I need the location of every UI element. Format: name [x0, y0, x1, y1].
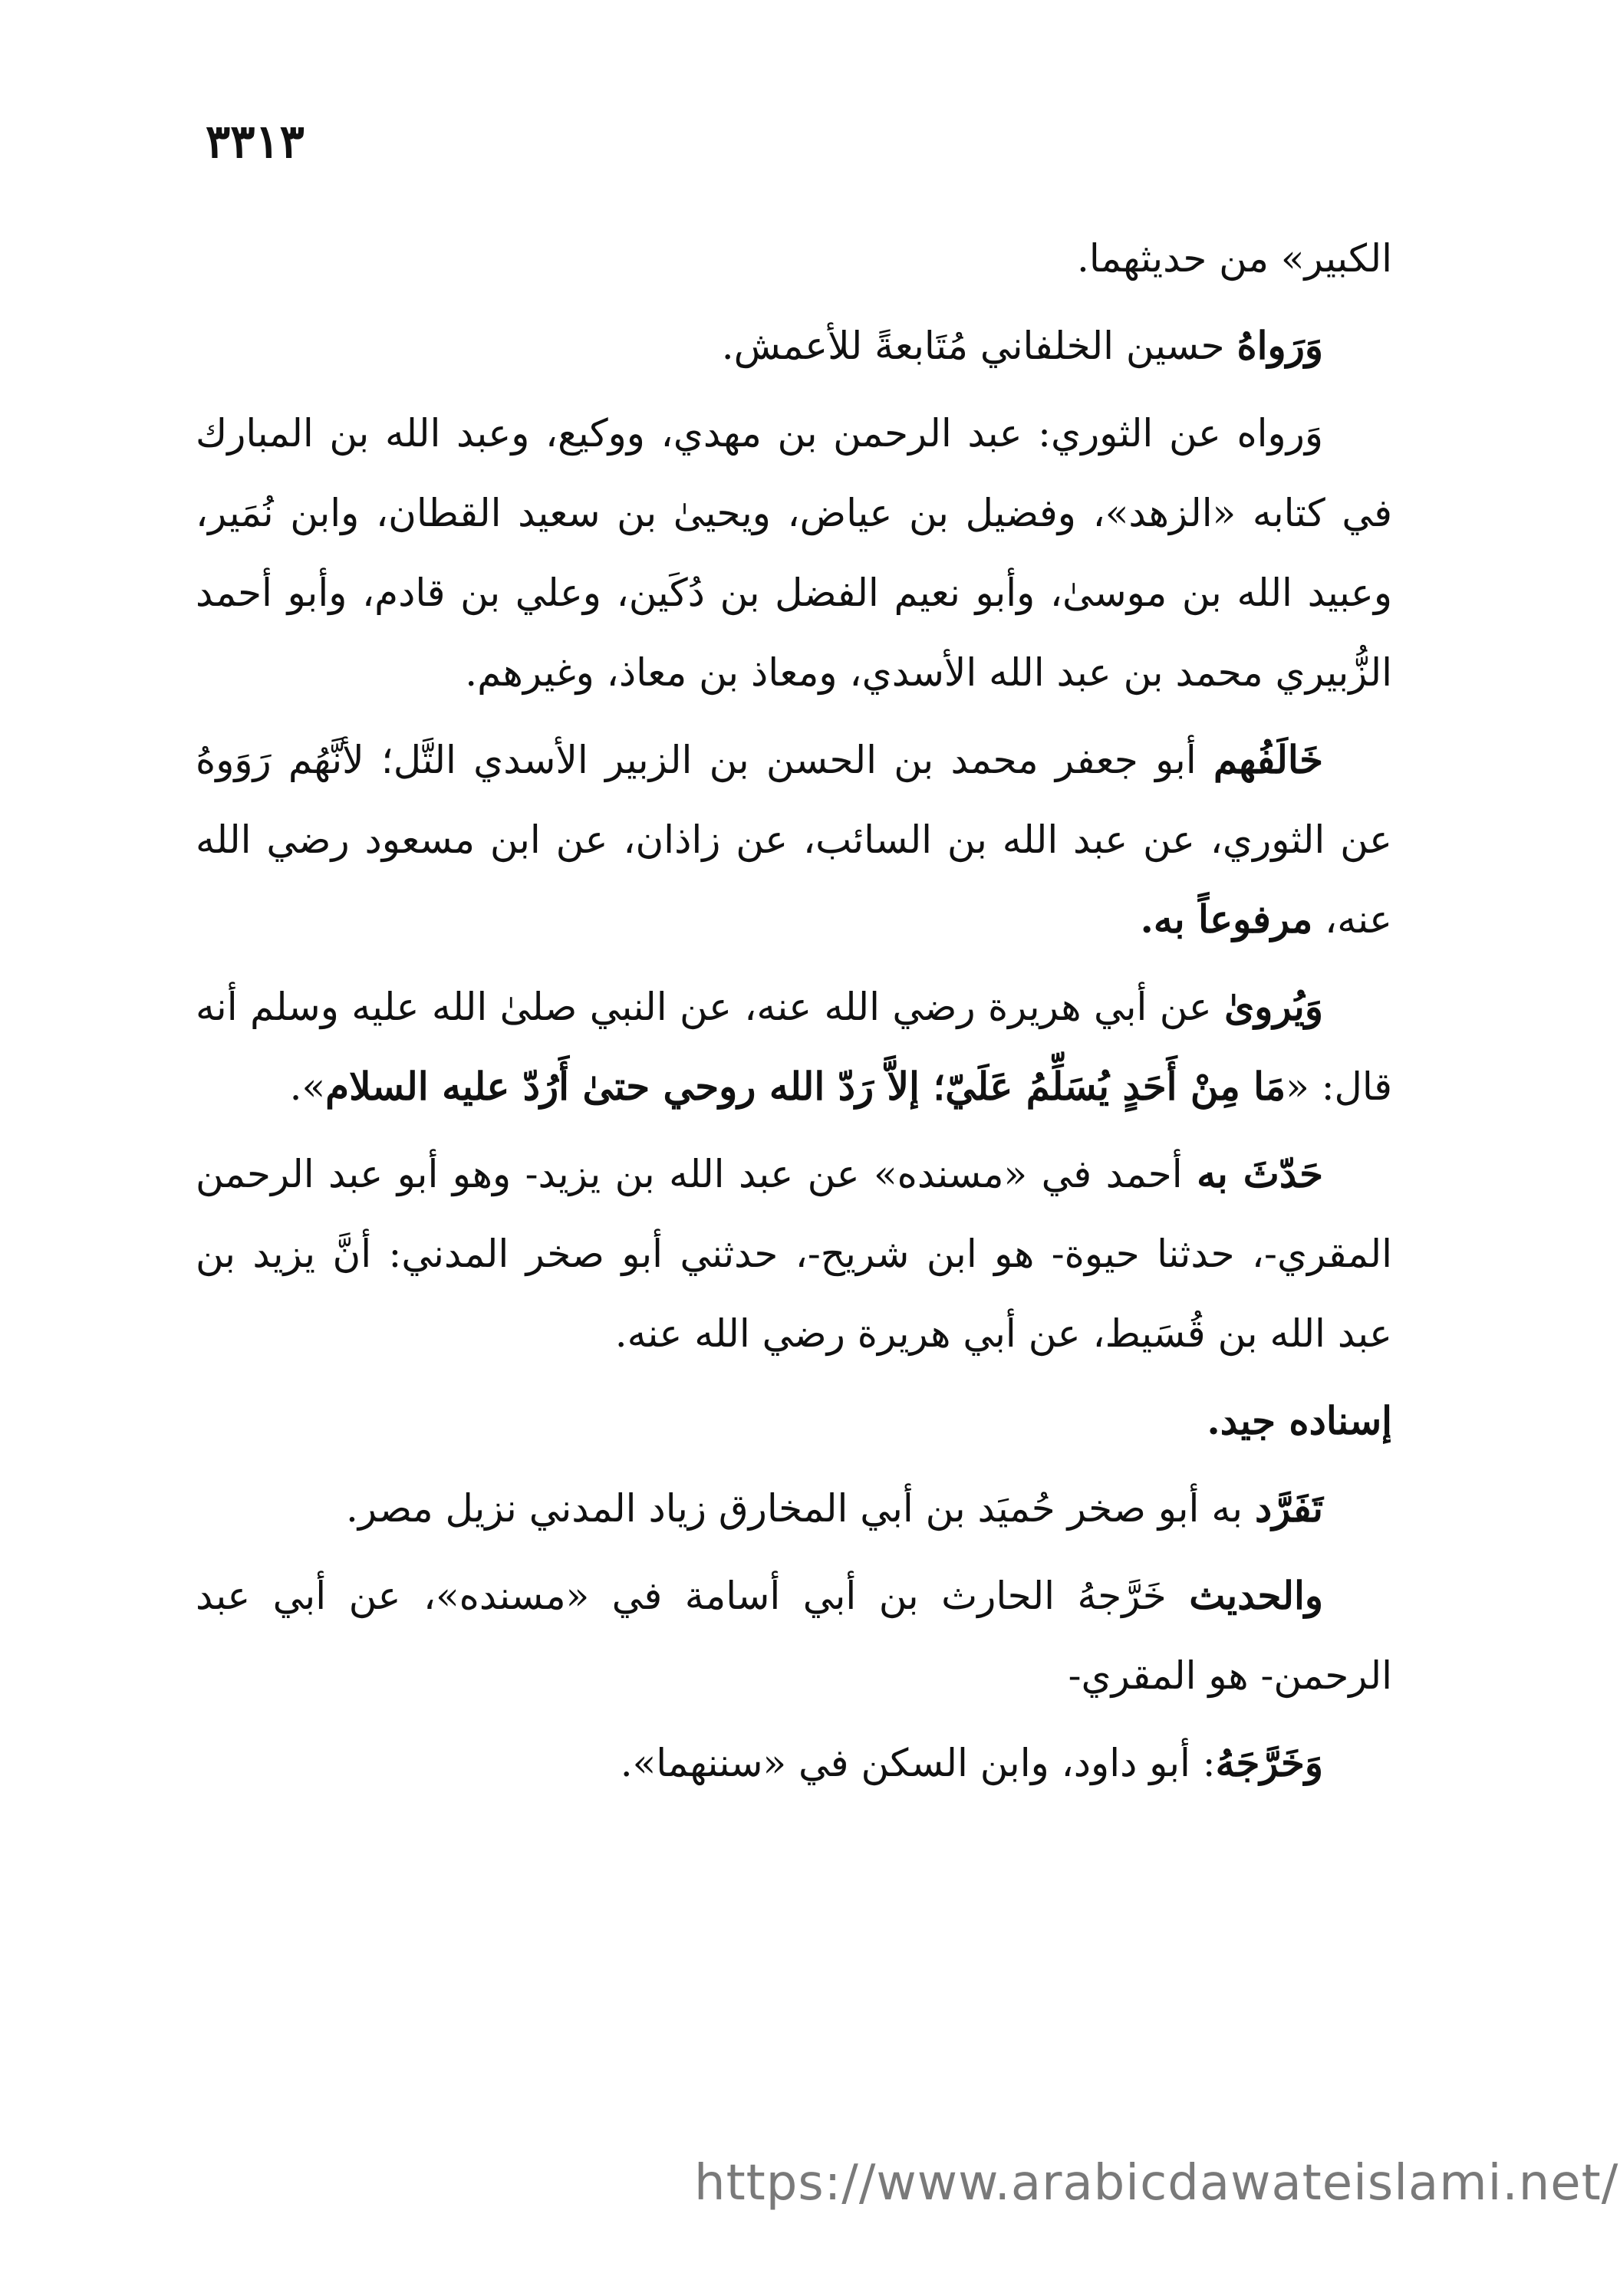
watermark-url: https://www.arabicdawateislami.net/ [694, 2155, 1619, 2212]
paragraph-4-lead: خَالَفُهم [1213, 737, 1323, 782]
paragraph-8-lead: تَفَرَّد [1254, 1485, 1323, 1531]
hadith-quote: مَا مِنْ أَحَدٍ يُسَلِّمُ عَلَيّ؛ إلاَّ رَدّ الله روحي حتىٰ أَرُدّ عليه السلام [325, 1064, 1286, 1109]
paragraph-10-lead: وَخَرَّجَهُ [1215, 1740, 1323, 1785]
paragraph-5-lead: وَيُروىٰ [1224, 984, 1323, 1029]
paragraph-6-text: أحمد في «مسنده» عن عبد الله بن يزيد- وهو أبو عبد الرحمن المقري-، حدثنا حيوة- هو ابن شريح-، حدثني أبو صخر المدني: أنَّ يزيد بن عبد الله بن قُسَيط، عن أبي هريرة رضي الله عنه. [196, 1152, 1392, 1356]
paragraph-6 [196, 1134, 1392, 1373]
paragraph-5-end: ». [289, 1064, 326, 1109]
paragraph-4-text: أبو جعفر محمد بن الحسن بن الزبير الأسدي التَّل؛ لأنَّهُم رَوَوهُ عن الثوري، عن عبد الله بن السائب، عن زاذان، عن ابن مسعود رضي الله عنه، [196, 738, 1392, 942]
paragraph-8-text: به أبو صخر حُميَد بن أبي المخارق زياد المدني نزيل مصر. [346, 1486, 1255, 1531]
page-number: ٣٣١٣ [206, 115, 305, 169]
paragraph-5 [196, 967, 1392, 1127]
paragraph-4 [196, 720, 1392, 959]
paragraph-9-text: خَرَّجهُ الحارث بن أبي أسامة في «مسنده»، عن أبي عبد الرحمن- هو المقري- [196, 1574, 1392, 1698]
paragraph-5-text: عن أبي هريرة رضي الله عنه، عن النبي صلىٰ الله عليه وسلم أنه قال: « [196, 985, 1392, 1109]
paragraph-8 [196, 1469, 1392, 1548]
paragraph-10 [196, 1723, 1392, 1803]
paragraph-3: وَرواه عن الثوري: عبد الرحمن بن مهدي، ووكيع، وعبد الله بن المبارك في كتابه «الزهد»، وفضيل بن عياض، ويحيىٰ بن سعيد القطان، وابن نُمَير، وعبيد الله بن موسىٰ، وأبو نعيم الفضل بن دُكَين، وعلي بن قادم، وأبو أحمد الزُّبيري محمد بن عبد الله الأسدي، ومعاذ بن معاذ، وغيرهم. [196, 411, 1392, 695]
paragraph-2-text: حسين الخلفاني مُتَابعةً للأعمش. [721, 324, 1237, 368]
paragraph-10-text: : أبو داود، وابن السكن في «سننهما». [620, 1741, 1216, 1785]
paragraph-9 [196, 1556, 1392, 1715]
paragraph-4-end: مرفوعاً به. [1140, 896, 1313, 942]
main-text [196, 219, 1392, 1811]
paragraph-6-lead: حَدّثَ به [1197, 1151, 1324, 1196]
paragraph-2-lead: وَرَواهُ [1236, 323, 1323, 368]
paragraph-9-lead: والحديث [1189, 1573, 1323, 1618]
paragraph-7: إسناده جيد. [1207, 1398, 1392, 1443]
paragraph-1: الكبير» من حديثهما. [1077, 236, 1392, 281]
paragraph-2 [196, 306, 1392, 386]
